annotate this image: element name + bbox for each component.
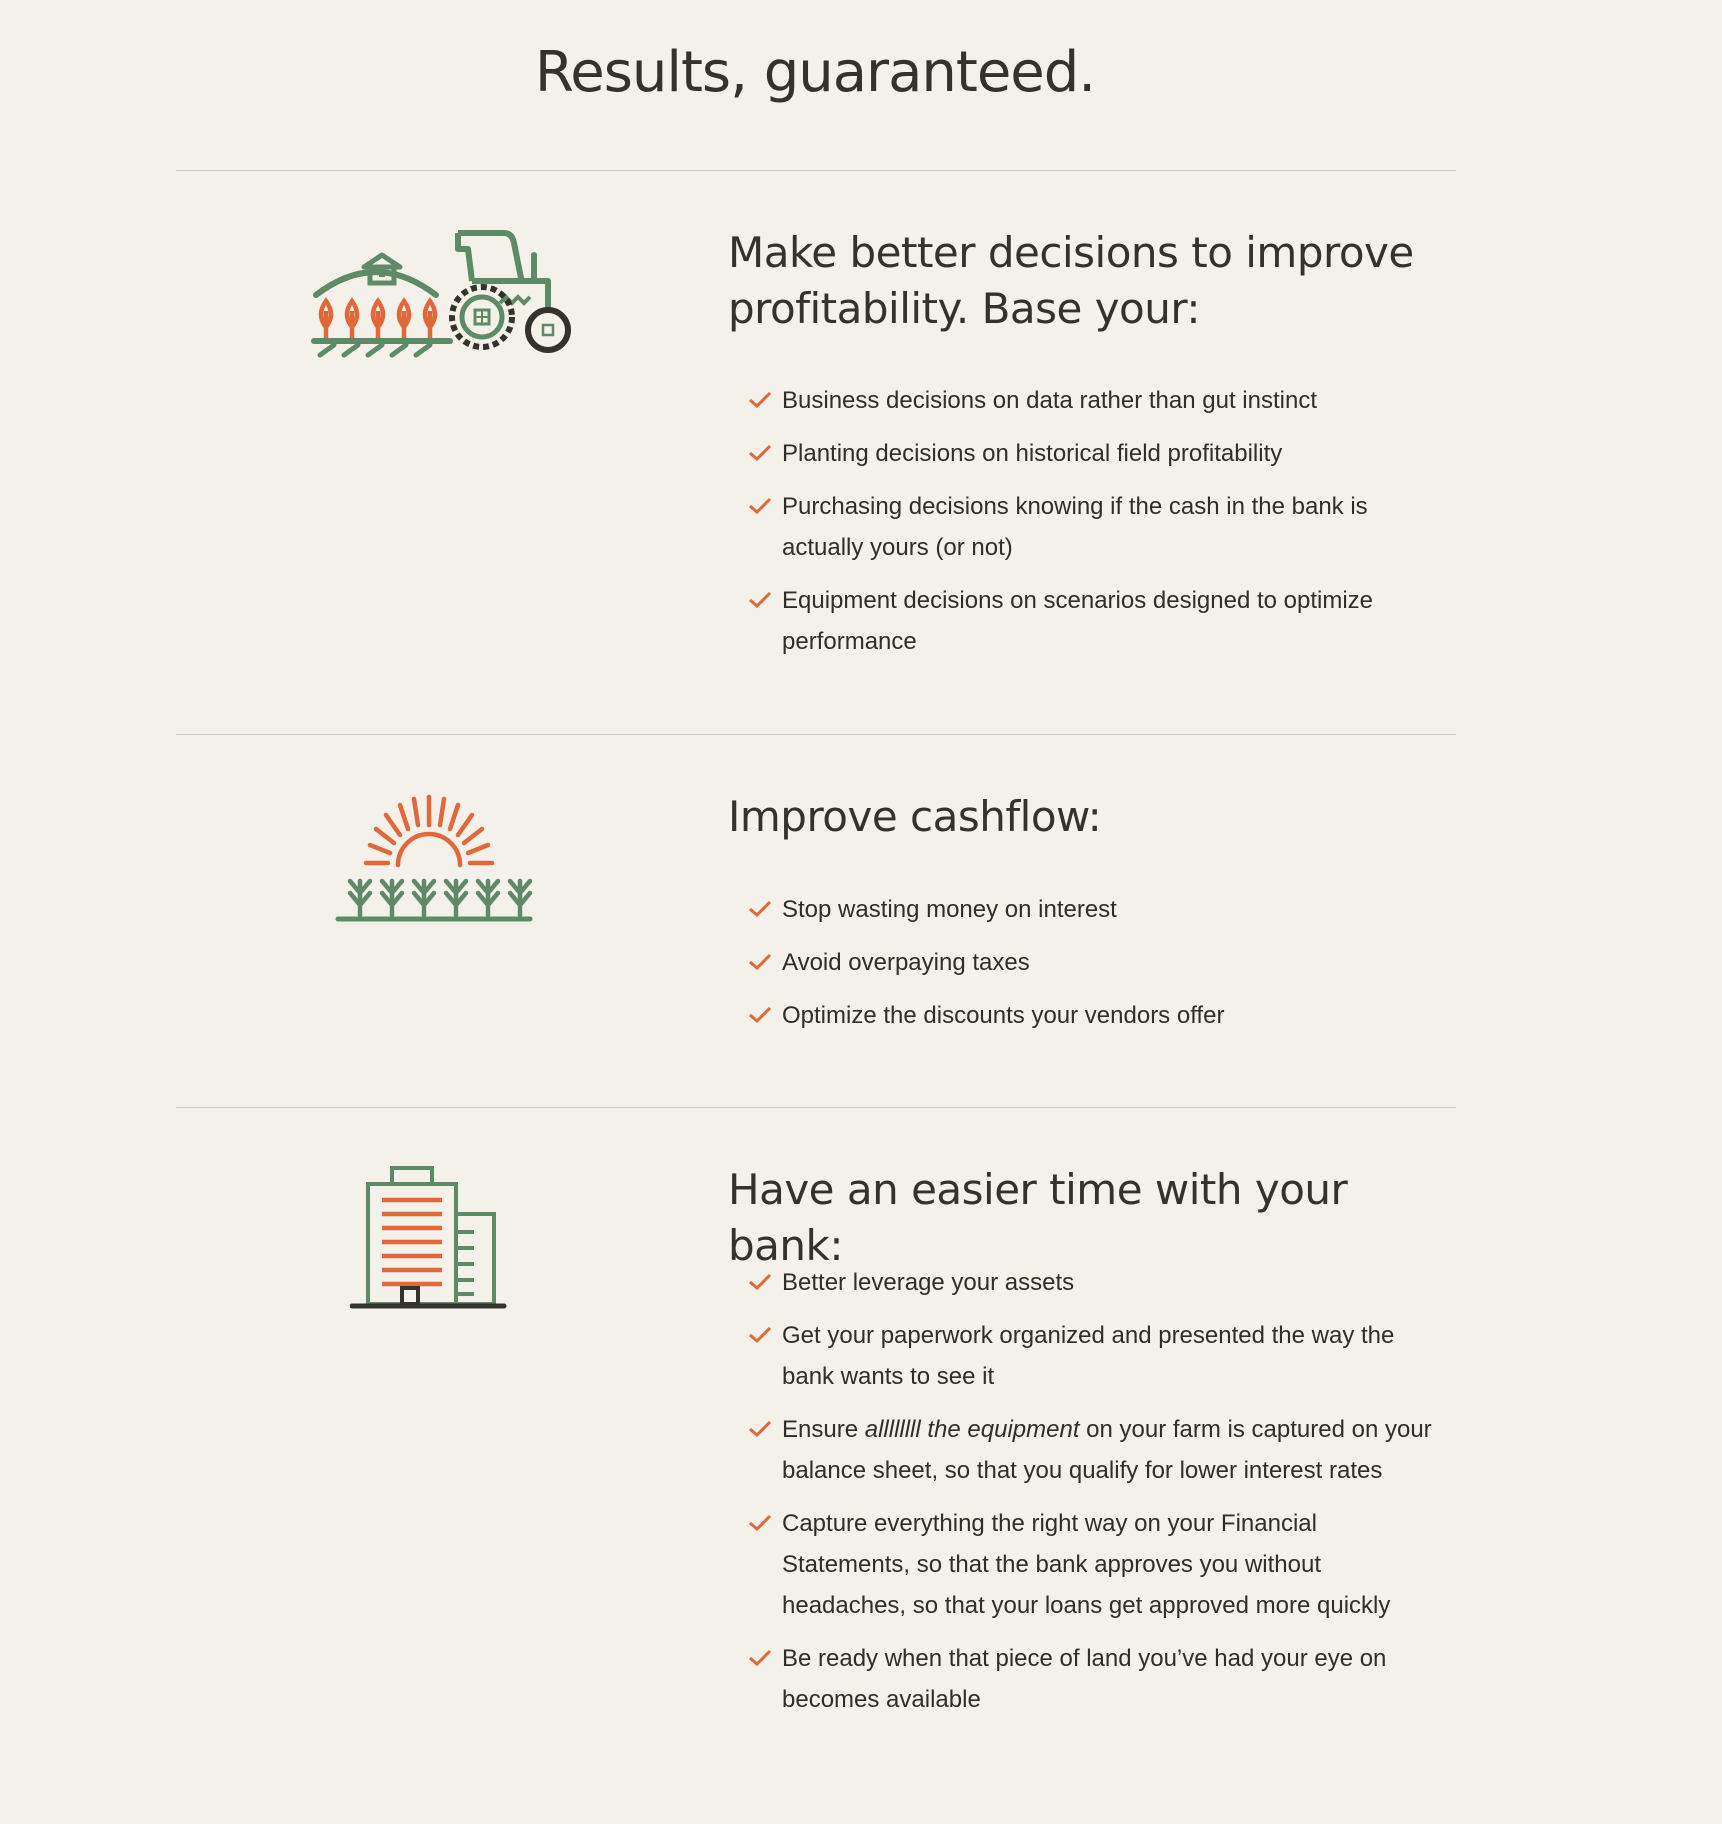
- check-icon: [748, 390, 772, 410]
- list-item: Avoid overpaying taxes: [748, 942, 1448, 983]
- check-icon: [748, 1648, 772, 1668]
- check-icon: [748, 1005, 772, 1025]
- list-item: Equipment decisions on scenarios designed to optimize performance: [748, 580, 1448, 662]
- list-item: Planting decisions on historical field profitability: [748, 433, 1448, 474]
- check-icon: [748, 1325, 772, 1345]
- section-bank: [176, 1108, 1456, 1824]
- check-icon: [748, 952, 772, 972]
- list-item: Purchasing decisions knowing if the cash in the bank is actually yours (or not): [748, 486, 1448, 568]
- checklist: [748, 889, 1448, 1048]
- section-profitability: [176, 171, 1456, 734]
- section-cashflow: [176, 735, 1456, 1107]
- list-item: Be ready when that piece of land you’ve had your eye on becomes available: [748, 1638, 1448, 1720]
- check-icon: [748, 899, 772, 919]
- bank-building-icon: [350, 1164, 510, 1314]
- checklist: [748, 1262, 1448, 1732]
- list-item: Get your paperwork organized and presented the way the bank wants to see it: [748, 1315, 1448, 1397]
- list-item: Better leverage your assets: [748, 1262, 1448, 1303]
- list-item: Capture everything the right way on your Financial Statements, so that the bank approves you without headaches, so that your loans get approved more quickly: [748, 1503, 1448, 1626]
- sunrise-crops-icon: [330, 793, 536, 933]
- check-icon: [748, 496, 772, 516]
- section-heading: Improve cashflow:: [728, 792, 1102, 841]
- check-icon: [748, 590, 772, 610]
- list-item: Ensure allllllll the equipment on your farm is captured on your balance sheet, so that you qualify for lower interest rates: [748, 1409, 1448, 1491]
- check-icon: [748, 443, 772, 463]
- check-icon: [748, 1419, 772, 1439]
- section-heading: Have an easier time with your bank:: [728, 1165, 1348, 1270]
- page-title: Results, guaranteed.: [534, 40, 1096, 105]
- list-item: Optimize the discounts your vendors offer: [748, 995, 1448, 1036]
- list-item: Stop wasting money on interest: [748, 889, 1448, 930]
- check-icon: [748, 1513, 772, 1533]
- section-heading: Make better decisions to improve profitability. Base your:: [728, 228, 1414, 333]
- farm-tractor-icon: [286, 227, 586, 367]
- check-icon: [748, 1272, 772, 1292]
- list-item: Business decisions on data rather than gut instinct: [748, 380, 1448, 421]
- checklist: [748, 380, 1448, 674]
